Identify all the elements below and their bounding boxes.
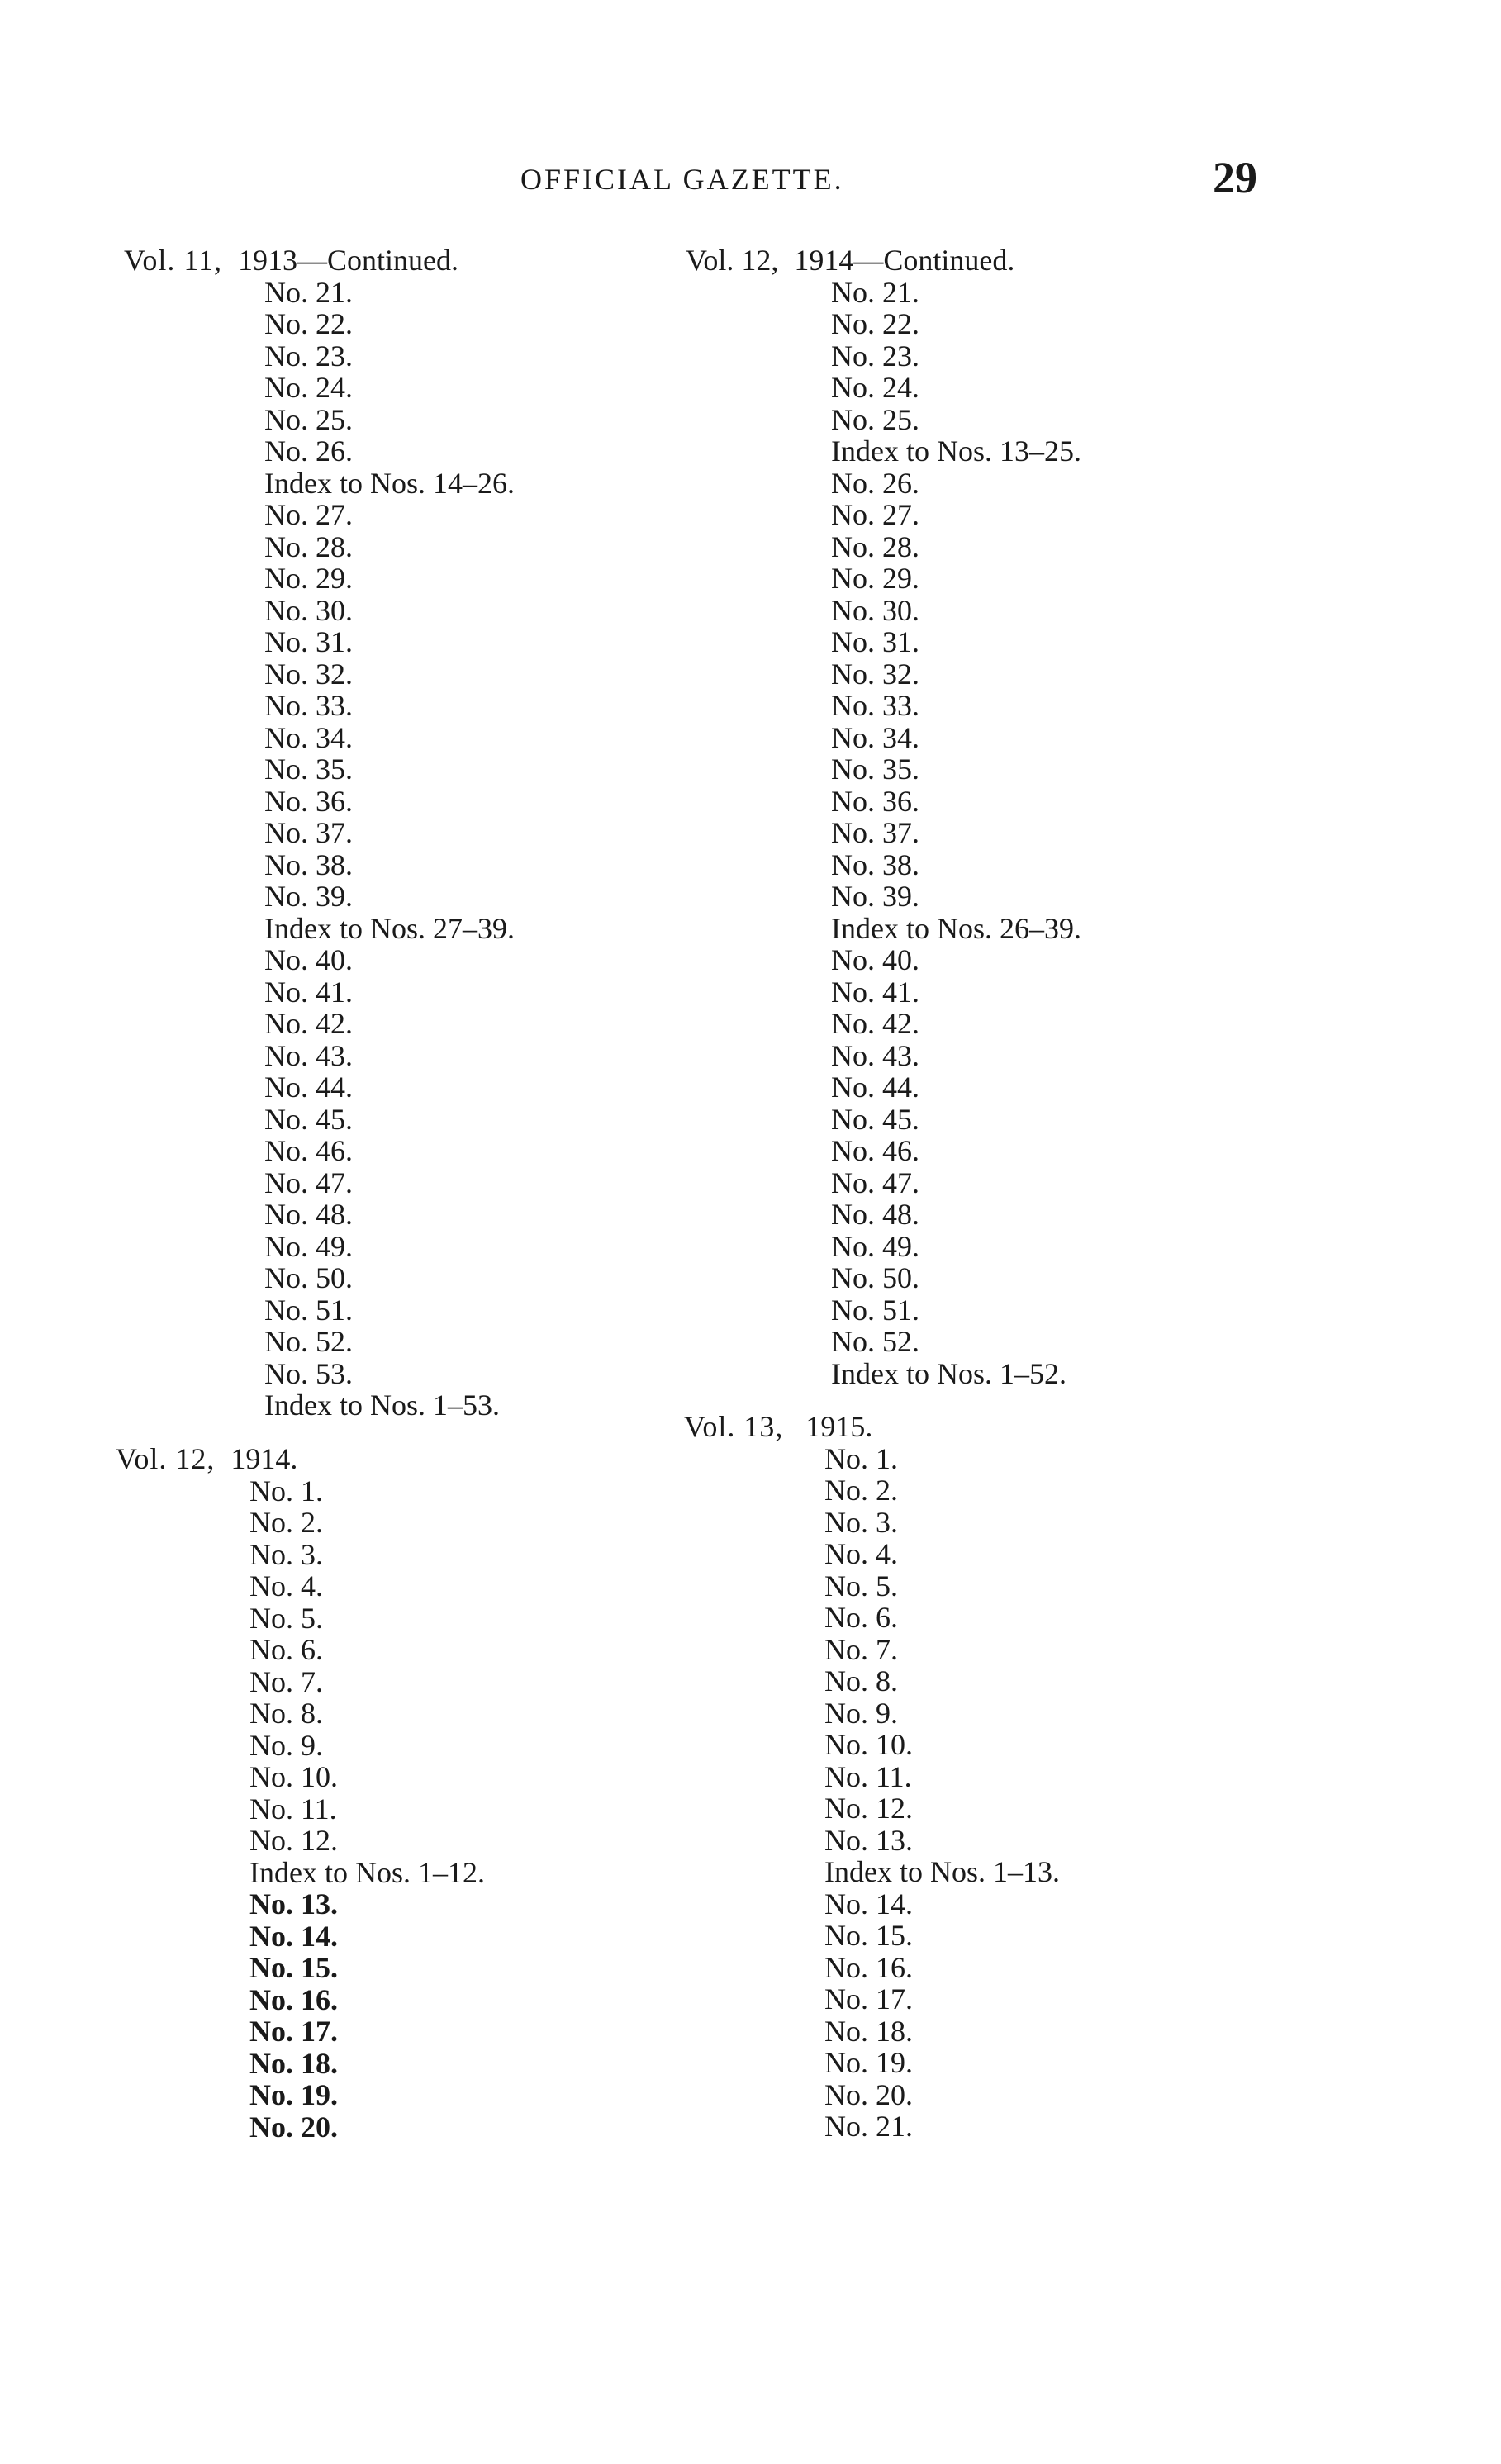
right-vol12-heading-row	[686, 245, 1014, 277]
index-entry: No. 35.	[831, 752, 919, 786]
page-number: 29	[1213, 153, 1257, 202]
right-vol13-list	[824, 1443, 1060, 2143]
index-entry: Index to Nos. 1–12.	[249, 1855, 485, 1889]
index-entry: No. 39.	[264, 880, 353, 913]
index-entry: No. 20.	[824, 2077, 913, 2111]
index-entry: No. 21.	[831, 275, 919, 309]
index-entry: No. 17.	[824, 1982, 913, 2015]
index-entry: No. 28.	[831, 529, 919, 563]
index-entry: No. 34.	[831, 720, 919, 754]
index-entry: No. 49.	[831, 1229, 919, 1263]
index-entry: No. 37.	[264, 816, 353, 849]
index-entry: No. 13.	[824, 1823, 913, 1857]
index-entry: No. 42.	[831, 1007, 919, 1040]
index-entry: No. 14.	[824, 1887, 913, 1920]
right-vol12-heading: 1914—Continued.	[794, 244, 1015, 277]
index-entry: No. 16.	[824, 1950, 913, 1984]
index-entry: No. 29.	[831, 562, 919, 595]
index-entry: No. 38.	[264, 847, 353, 881]
index-entry: No. 53.	[264, 1356, 353, 1390]
index-entry: No. 50.	[264, 1261, 353, 1294]
index-entry: No. 2.	[249, 1506, 323, 1539]
index-entry: No. 27.	[831, 498, 919, 531]
index-entry: No. 35.	[264, 752, 353, 786]
index-entry: No. 34.	[264, 720, 353, 754]
index-entry: No. 20.	[249, 2110, 338, 2144]
index-entry: No. 46.	[831, 1134, 919, 1167]
index-entry: No. 24.	[264, 371, 353, 404]
index-entry: No. 18.	[249, 2046, 338, 2080]
index-entry: Index to Nos. 26–39.	[831, 911, 1081, 945]
index-entry: No. 2.	[824, 1474, 898, 1507]
index-entry: No. 33.	[831, 689, 919, 722]
left-vol12-list	[249, 1475, 485, 2144]
index-entry: No. 31.	[264, 625, 353, 658]
index-entry: No. 11.	[249, 1792, 337, 1825]
index-entry: No. 5.	[824, 1569, 898, 1602]
index-entry: No. 16.	[249, 1982, 338, 2016]
index-entry: No. 1.	[824, 1441, 898, 1475]
index-entry: No. 26.	[831, 466, 919, 500]
index-entry: No. 43.	[264, 1038, 353, 1072]
index-entry: No. 26.	[264, 434, 353, 468]
index-entry: Index to Nos. 14–26.	[264, 466, 515, 500]
index-entry: No. 19.	[824, 2046, 913, 2079]
index-entry: No. 6.	[249, 1633, 323, 1666]
index-entry: No. 39.	[831, 880, 919, 913]
index-entry: No. 5.	[249, 1601, 323, 1635]
index-entry: No. 28.	[264, 529, 353, 563]
index-entry: No. 50.	[831, 1261, 919, 1294]
left-vol11-heading-row	[124, 245, 458, 277]
index-entry: No. 31.	[831, 625, 919, 658]
index-entry: No. 52.	[831, 1325, 919, 1358]
index-entry: No. 32.	[831, 657, 919, 691]
index-entry: No. 9.	[249, 1728, 323, 1762]
index-entry: No. 23.	[264, 339, 353, 373]
index-entry: No. 40.	[264, 943, 353, 976]
index-entry: Index to Nos. 1–53.	[264, 1389, 500, 1422]
index-entry: No. 18.	[824, 2014, 913, 2048]
index-entry: No. 38.	[831, 847, 919, 881]
index-entry: No. 6.	[824, 1601, 898, 1634]
right-vol12-list	[831, 277, 1081, 1390]
index-entry: No. 27.	[264, 498, 353, 531]
left-vol11-list	[264, 277, 515, 1422]
index-entry: No. 10.	[249, 1760, 338, 1793]
index-entry: No. 17.	[249, 2015, 338, 2048]
index-entry: No. 12.	[249, 1824, 338, 1857]
index-entry: No. 7.	[249, 1664, 323, 1698]
index-entry: No. 21.	[264, 275, 353, 309]
index-entry: Index to Nos. 13–25.	[831, 434, 1081, 468]
index-entry: No. 52.	[264, 1325, 353, 1358]
index-entry: No. 25.	[831, 402, 919, 436]
left-vol12-heading-row	[116, 1443, 297, 1475]
index-entry: Index to Nos. 1–13.	[824, 1855, 1060, 1888]
index-entry: No. 24.	[831, 371, 919, 404]
right-vol12-label: Vol. 12,	[686, 244, 779, 277]
right-vol13-heading: 1915.	[805, 1410, 873, 1443]
index-entry: No. 8.	[249, 1697, 323, 1730]
index-entry: No. 51.	[831, 1293, 919, 1327]
page-title: OFFICIAL GAZETTE.	[520, 163, 844, 196]
index-entry: No. 3.	[249, 1537, 323, 1571]
index-entry: No. 4.	[249, 1569, 323, 1602]
index-entry: No. 8.	[824, 1664, 898, 1697]
right-vol13-heading-row	[684, 1411, 872, 1443]
index-entry: No. 10.	[824, 1728, 913, 1761]
index-entry: No. 14.	[249, 1919, 338, 1953]
index-entry: No. 46.	[264, 1134, 353, 1167]
index-entry: No. 43.	[831, 1038, 919, 1072]
right-vol13-label: Vol. 13,	[684, 1410, 784, 1443]
index-entry: No. 47.	[831, 1166, 919, 1199]
index-entry: No. 44.	[264, 1071, 353, 1104]
index-entry: No. 15.	[249, 1951, 338, 1984]
index-entry: No. 23.	[831, 339, 919, 373]
index-entry: No. 36.	[831, 784, 919, 818]
index-entry: Index to Nos. 1–52.	[831, 1356, 1066, 1390]
left-vol11-heading: 1913—Continued.	[238, 244, 459, 277]
index-entry: No. 44.	[831, 1071, 919, 1104]
index-entry: No. 48.	[831, 1198, 919, 1231]
index-entry: No. 32.	[264, 657, 353, 691]
index-entry: No. 42.	[264, 1007, 353, 1040]
index-entry: No. 41.	[831, 975, 919, 1009]
index-entry: No. 19.	[249, 2078, 338, 2111]
index-entry: No. 36.	[264, 784, 353, 818]
index-entry: No. 13.	[249, 1887, 338, 1920]
index-entry: No. 12.	[824, 1792, 913, 1825]
index-entry: No. 21.	[824, 2110, 913, 2143]
index-entry: No. 45.	[264, 1102, 353, 1136]
index-entry: No. 30.	[831, 593, 919, 627]
index-entry: Index to Nos. 27–39.	[264, 911, 515, 945]
left-vol12-label: Vol. 12,	[116, 1442, 216, 1475]
index-entry: No. 49.	[264, 1229, 353, 1263]
index-entry: No. 3.	[824, 1505, 898, 1539]
index-entry: No. 33.	[264, 689, 353, 722]
index-entry: No. 29.	[264, 562, 353, 595]
index-entry: No. 9.	[824, 1696, 898, 1730]
index-entry: No. 41.	[264, 975, 353, 1009]
index-entry: No. 1.	[249, 1474, 323, 1507]
index-entry: No. 40.	[831, 943, 919, 976]
index-entry: No. 25.	[264, 402, 353, 436]
left-vol11-label: Vol. 11,	[124, 244, 223, 277]
index-entry: No. 51.	[264, 1293, 353, 1327]
index-entry: No. 47.	[264, 1166, 353, 1199]
index-entry: No. 37.	[831, 816, 919, 849]
index-entry: No. 45.	[831, 1102, 919, 1136]
index-entry: No. 4.	[824, 1537, 898, 1570]
index-entry: No. 22.	[264, 307, 353, 340]
index-entry: No. 15.	[824, 1919, 913, 1952]
index-entry: No. 7.	[824, 1632, 898, 1666]
left-vol12-heading: 1914.	[230, 1442, 298, 1475]
index-entry: No. 48.	[264, 1198, 353, 1231]
index-entry: No. 22.	[831, 307, 919, 340]
index-entry: No. 11.	[824, 1759, 912, 1793]
index-entry: No. 30.	[264, 593, 353, 627]
